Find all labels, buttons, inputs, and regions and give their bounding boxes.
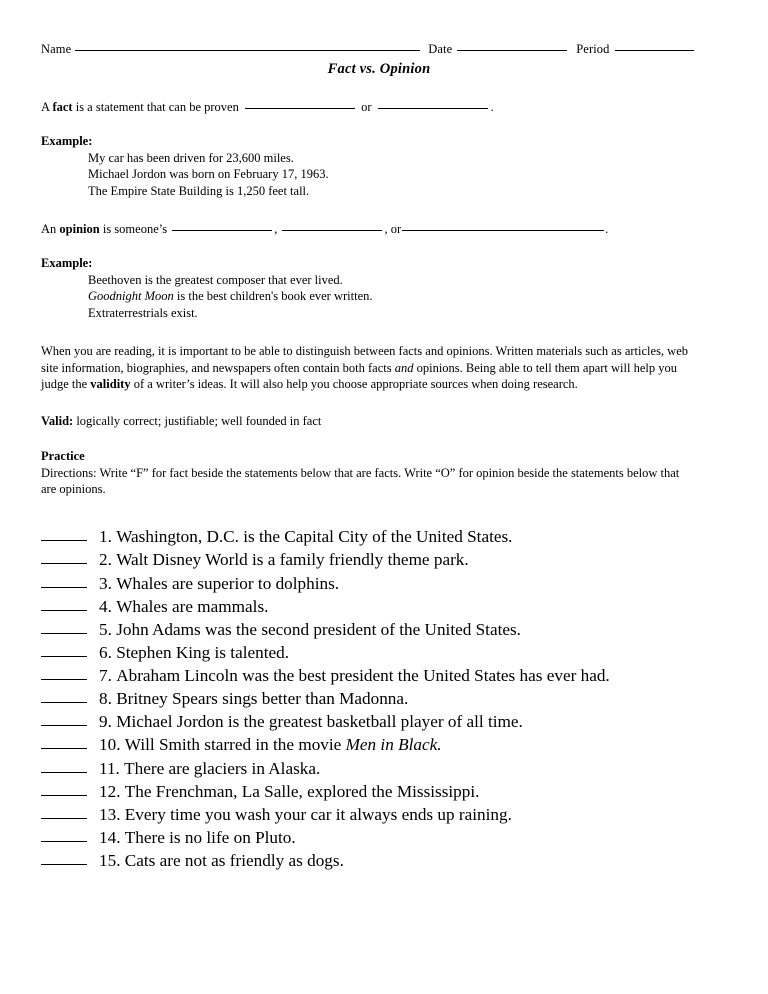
item-content: [99, 733, 442, 756]
opinion-def-before: An: [41, 221, 60, 236]
practice-items-list: [41, 525, 717, 872]
practice-item: [41, 595, 717, 618]
item-number: 11.: [99, 758, 120, 778]
example-2-text: is the best children's book ever written.: [173, 289, 373, 304]
example-1-line: The Empire State Building is 1,250 feet tall.: [88, 183, 310, 198]
name-blank[interactable]: [75, 50, 420, 51]
name-label: Name: [41, 42, 72, 56]
example-2-line: [88, 288, 717, 305]
item-content: [99, 572, 339, 595]
answer-blank[interactable]: [41, 772, 87, 773]
answer-blank[interactable]: [41, 818, 87, 819]
practice-item: [41, 641, 717, 664]
item-content: [99, 664, 610, 687]
opinion-def-comma-2: , or: [384, 221, 402, 236]
paragraph-part-2: opinions. Being able to tell them apart will help you judge the: [41, 360, 677, 392]
example-1-line: Michael Jordon was born on February 17, 1963.: [88, 167, 329, 182]
opinion-blank-1[interactable]: [172, 230, 272, 231]
item-statement: Stephen King is talented.: [116, 642, 289, 662]
practice-heading: Practice: [41, 448, 85, 463]
item-number: 5.: [99, 619, 112, 639]
item-italic: Men in Black.: [345, 735, 442, 755]
valid-text: logically correct; justifiable; well founded in fact: [73, 413, 322, 428]
page-title: Fact vs. Opinion: [327, 60, 431, 77]
answer-blank[interactable]: [41, 587, 87, 588]
answer-blank[interactable]: [41, 795, 87, 796]
answer-blank[interactable]: [41, 864, 87, 865]
item-content: [99, 780, 479, 803]
practice-directions: Directions: Write “F” for fact beside the statements below that are facts. Write “O” for opinion beside the statements below that are opinions.: [41, 465, 680, 496]
item-statement: The Frenchman, La Salle, explored the Mississippi.: [124, 781, 480, 801]
item-content: [99, 849, 344, 872]
answer-blank[interactable]: [41, 563, 87, 564]
answer-blank[interactable]: [41, 610, 87, 611]
fact-def-conjunction: or: [357, 99, 375, 114]
item-number: 4.: [99, 596, 112, 616]
practice-item: [41, 525, 717, 548]
item-number: 7.: [99, 666, 112, 685]
example-2-line: [88, 272, 717, 289]
item-number: 8.: [99, 689, 112, 709]
paragraph-italic-and: and: [394, 360, 414, 375]
answer-blank[interactable]: [41, 748, 87, 749]
valid-definition: [41, 414, 717, 429]
item-number: 9.: [99, 712, 112, 732]
opinion-definition: [41, 222, 717, 237]
item-content: [99, 826, 296, 849]
example-1-line: My car has been driven for 23,600 miles.: [88, 150, 294, 165]
item-statement: There is no life on Pluto.: [124, 827, 296, 847]
item-content: [99, 757, 320, 780]
item-content: [99, 548, 469, 571]
practice-item: [41, 757, 717, 780]
item-content: [99, 803, 512, 826]
item-number: 1.: [99, 527, 112, 547]
fact-term: fact: [52, 99, 73, 114]
answer-blank[interactable]: [41, 702, 87, 703]
item-content: [99, 618, 521, 641]
explanation-paragraph: [41, 343, 704, 392]
item-statement: There are glaciers in Alaska.: [124, 758, 321, 778]
answer-blank[interactable]: [41, 540, 87, 541]
fact-definition: [41, 100, 717, 115]
example-2-list: [88, 272, 717, 322]
example-1-heading: Example:: [41, 133, 93, 148]
item-content: [99, 710, 523, 733]
fact-def-end: .: [490, 99, 494, 114]
item-number: 15.: [99, 851, 121, 870]
opinion-blank-2[interactable]: [282, 230, 382, 231]
example-2-text: Beethoven is the greatest composer that ever lived.: [88, 272, 343, 287]
item-content: [99, 641, 289, 664]
item-statement: Michael Jordon is the greatest basketball player of all time.: [116, 712, 523, 732]
opinion-def-middle: is someone’s: [99, 221, 171, 236]
item-statement: Will Smith starred in the movie: [124, 735, 346, 755]
item-statement: Every time you wash your car it always ends up raining.: [124, 804, 512, 824]
item-number: 6.: [99, 642, 112, 662]
answer-blank[interactable]: [41, 656, 87, 657]
period-label: Period: [576, 42, 610, 56]
example-2-text: Extraterrestrials exist.: [88, 305, 198, 320]
example-1-list: [88, 150, 717, 200]
item-content: [99, 595, 268, 618]
fact-blank-1[interactable]: [245, 108, 355, 109]
answer-blank[interactable]: [41, 841, 87, 842]
practice-item: [41, 664, 717, 687]
paragraph-bold-validity: validity: [90, 377, 131, 392]
item-statement: Walt Disney World is a family friendly theme park.: [116, 550, 469, 570]
item-statement: Britney Spears sings better than Madonna.: [116, 689, 409, 709]
practice-item: [41, 710, 717, 733]
item-statement: Whales are superior to dolphins.: [116, 573, 340, 593]
item-statement: Abraham Lincoln was the best president the United States has ever had.: [116, 666, 610, 685]
answer-blank[interactable]: [41, 633, 87, 634]
paragraph-part-3: of a writer’s ideas. It will also help you choose appropriate sources when doing research.: [130, 377, 578, 392]
paragraph-part-1: When you are reading, it is important to be able to distinguish between facts and opinions. Written materials such as articles, web site information, biographies, and newspapers often contain both facts: [41, 344, 689, 375]
item-number: 14.: [99, 827, 121, 847]
practice-item: [41, 803, 717, 826]
book-title: Goodnight Moon: [88, 289, 174, 304]
worksheet-page: [41, 42, 717, 872]
opinion-def-end: .: [605, 221, 609, 236]
fact-blank-2[interactable]: [378, 108, 488, 109]
answer-blank[interactable]: [41, 725, 87, 726]
item-number: 13.: [99, 804, 121, 824]
item-statement: Whales are mammals.: [116, 596, 269, 616]
item-content: [99, 687, 408, 710]
opinion-def-comma-1: ,: [274, 221, 281, 236]
item-number: 2.: [99, 550, 112, 570]
opinion-term: opinion: [59, 221, 100, 236]
practice-item: [41, 733, 717, 756]
item-content: [99, 525, 512, 548]
practice-item: [41, 618, 717, 641]
fact-def-middle: is a statement that can be proven: [72, 99, 242, 114]
practice-item: [41, 548, 717, 571]
item-statement: Washington, D.C. is the Capital City of the United States.: [116, 527, 513, 547]
date-blank[interactable]: [457, 50, 567, 51]
item-number: 10.: [99, 735, 121, 755]
period-blank[interactable]: [615, 50, 694, 51]
item-statement: John Adams was the second president of the United States.: [116, 619, 521, 639]
practice-item: [41, 826, 717, 849]
student-info-row: [41, 42, 717, 58]
example-2-line: [88, 305, 717, 322]
practice-item: [41, 780, 717, 803]
practice-item: [41, 687, 717, 710]
date-label: Date: [428, 42, 453, 56]
fact-def-before: A: [41, 99, 53, 114]
example-2-heading: Example:: [41, 255, 93, 270]
item-number: 3.: [99, 573, 112, 593]
item-statement: Cats are not as friendly as dogs.: [124, 851, 344, 870]
answer-blank[interactable]: [41, 679, 87, 680]
practice-item: [41, 849, 717, 872]
valid-term: Valid:: [41, 413, 74, 428]
practice-item: [41, 572, 717, 595]
item-number: 12.: [99, 781, 121, 801]
opinion-blank-3[interactable]: [402, 230, 604, 231]
